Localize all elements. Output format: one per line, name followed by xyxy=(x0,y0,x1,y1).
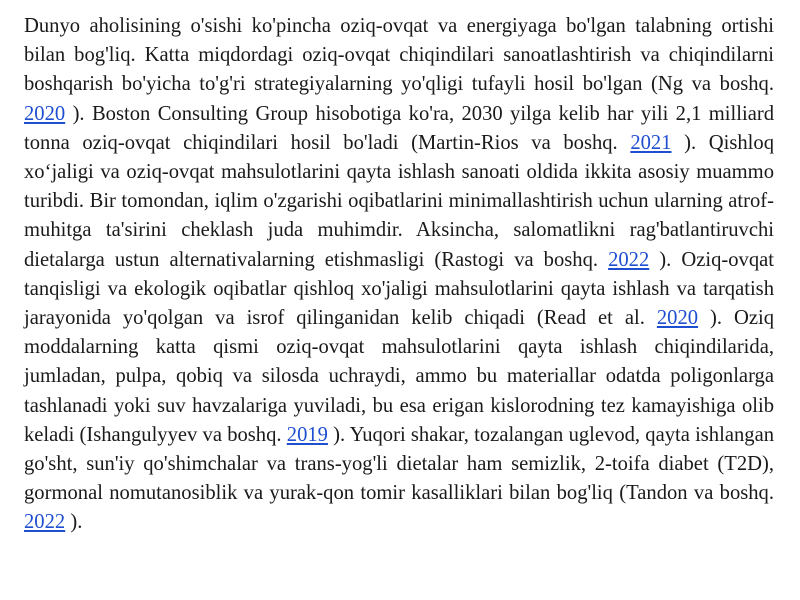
citation-link-ng-2020[interactable]: 2020 xyxy=(24,102,66,125)
citation-link-tandon-2022[interactable]: 2022 xyxy=(24,511,66,534)
citation-link-martin-rios-2021[interactable]: 2021 xyxy=(630,131,672,154)
text-segment: ). Oziq moddalarning katta qismi oziq-ovqat mahsulotlarini qayta ishlash chiqindilarida, jumladan, pulpa, qobiq va silosda uchraydi, ammo bu materiallar odatda poligonlarga tashlanadi yoki suv havzalariga yuviladi, bu esa erigan kislorodning tez kamayishiga olib keladi (Ishangulyyev va boshq. xyxy=(24,307,774,446)
text-segment: ). xyxy=(65,511,83,534)
citation-link-read-2020[interactable]: 2020 xyxy=(656,307,699,330)
text-segment: ). Oziq-ovqat tanqisligi va ekologik oqibatlar qishloq xo'jaligi mahsulotlarini qayta ishlash va tarqatish jarayonida yo'qolgan va isrof qilinganidan kelib chiqadi (Read et al. xyxy=(24,248,774,330)
citation-link-rastogi-2022[interactable]: 2022 xyxy=(608,248,650,271)
text-segment: Dunyo aholisining o'sishi ko'pincha oziq-ovqat va energiyaga bo'lgan talabning ortishi bilan bog'liq. Katta miqdordagi oziq-ovqat chiqindilari sanoatlashtirish va chiqindilarni boshqarish bo'yicha to'g'ri strategiyalarning yo'qligi tufayli hosil bo'lgan (Ng va boshq. xyxy=(24,15,774,96)
text-segment: ). Qishloq xo‘jaligi va oziq-ovqat mahsulotlarini qayta ishlash sanoati oldida ikkita asosiy muammo turibdi. Bir tomondan, iqlim o'zgarishi oqibatlarini minimallashtirish uchun ularning atrof-muhitga ta'sirini cheklash juda muhimdir. Aksincha, salomatlikni rag'batlantiruvchi dietalarga ustun alternativalarning etishmasligi (Rastogi va boshq. xyxy=(24,131,774,271)
text-segment: ). Yuqori shakar, tozalangan uglevod, qayta ishlangan go'sht, sun'iy qo'shimchalar va trans-yog'li dietalar ham semizlik, 2-toifa diabet (T2D), gormonal nomutanosiblik va yurak-qon tomir kasalliklari bilan bog'liq (Tandon va boshq. xyxy=(24,423,775,505)
citation-link-ishangulyyev-2019[interactable]: 2019 xyxy=(286,423,328,446)
body-paragraph xyxy=(24,12,774,538)
text-segment: ). Boston Consulting Group hisobotiga ko'ra, 2030 yilga kelib har yili 2,1 milliard tonna oziq-ovqat chiqindilari hosil bo'ladi (Martin-Rios va boshq. xyxy=(24,102,774,154)
